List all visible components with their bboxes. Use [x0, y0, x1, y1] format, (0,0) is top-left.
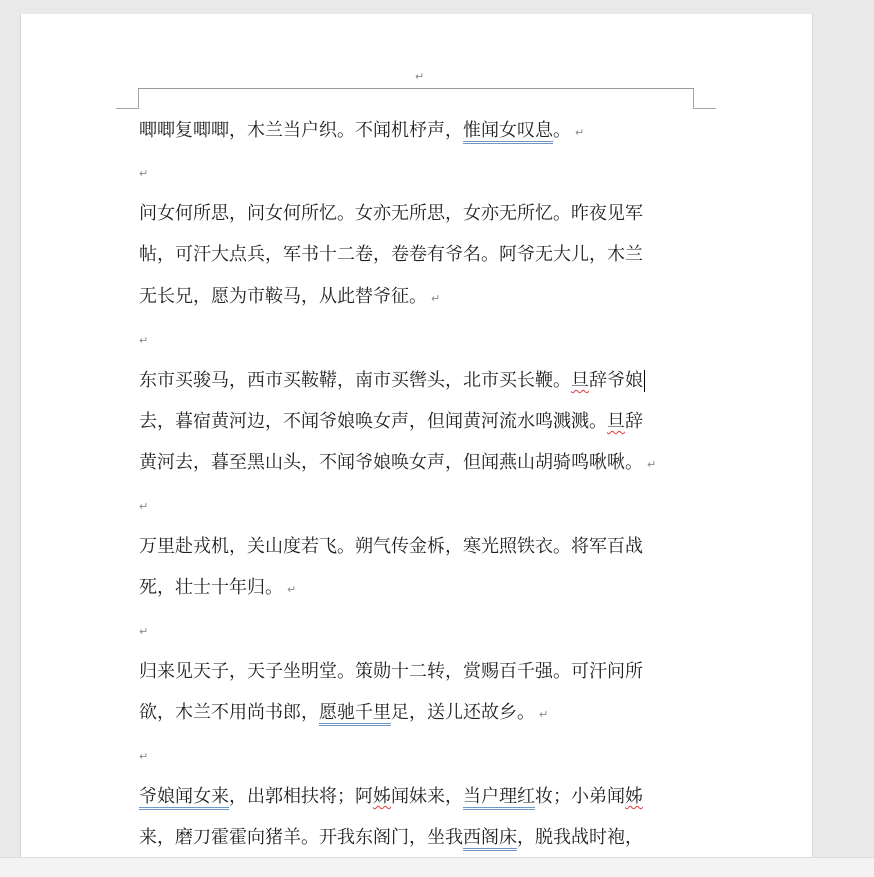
text-segment: 归来见天子，天子坐明堂。策勋十二转，赏赐百千强。可汗问所 [139, 661, 643, 682]
text-line[interactable] [139, 702, 548, 726]
paragraph-mark: ↵ [287, 583, 297, 596]
text-segment: 足，送儿还故乡。 [391, 702, 535, 723]
text-line[interactable] [139, 661, 643, 683]
text-line[interactable] [139, 370, 645, 392]
grammar-flagged-text: 愿驰千里 [319, 702, 391, 726]
crop-mark-left-v [138, 88, 139, 109]
text-cursor [644, 370, 645, 392]
empty-paragraph-mark: ↵ [139, 750, 149, 763]
text-segment: 欲，木兰不用尚书郎， [139, 702, 319, 723]
spelling-flagged-text: 旦 [607, 411, 625, 432]
empty-paragraph-mark: ↵ [139, 500, 149, 513]
grammar-flagged-text: 惟闻女叹息 [463, 120, 553, 144]
header-divider [138, 88, 694, 89]
text-segment: ，脱我战时袍， [517, 827, 643, 848]
text-line[interactable] [139, 203, 643, 225]
grammar-flagged-text: 爷娘闻女来 [139, 786, 229, 810]
status-bar [0, 857, 874, 877]
crop-mark-left-h [116, 108, 138, 109]
text-line[interactable] [139, 286, 440, 310]
text-segment: 东市买骏马，西市买鞍鞯，南市买辔头，北市买长鞭。 [139, 370, 571, 391]
text-segment: 辞爷娘 [589, 370, 643, 391]
text-segment: 闻妹来， [391, 786, 463, 807]
spelling-flagged-text: 姊 [373, 786, 391, 807]
grammar-flagged-text: 西阁床 [463, 827, 517, 851]
paragraph-mark: ↵ [575, 126, 585, 139]
text-segment: 万里赴戎机，关山度若飞。朔气传金柝，寒光照铁衣。将军百战 [139, 536, 643, 557]
spelling-flagged-text: 姊 [625, 786, 643, 807]
text-line[interactable] [139, 786, 643, 808]
text-line[interactable] [139, 120, 584, 144]
empty-paragraph-mark: ↵ [139, 167, 149, 180]
text-line[interactable] [139, 411, 643, 433]
text-segment: 唧唧复唧唧，木兰当户织。不闻机杼声， [139, 120, 463, 141]
text-line[interactable] [139, 452, 656, 476]
paragraph-mark: ↵ [539, 708, 549, 721]
empty-paragraph-mark: ↵ [139, 625, 149, 638]
spelling-flagged-text: 旦 [571, 370, 589, 391]
text-segment: 辞 [625, 411, 643, 432]
text-line[interactable] [139, 244, 643, 266]
text-segment: 无长兄，愿为市鞍马，从此替爷征。 [139, 286, 427, 307]
paragraph-mark: ↵ [647, 458, 657, 471]
text-segment: 黄河去，暮至黑山头，不闻爷娘唤女声，但闻燕山胡骑鸣啾啾。 [139, 452, 643, 473]
text-segment: 问女何所思，问女何所忆。女亦无所思，女亦无所忆。昨夜见军 [139, 203, 643, 224]
text-segment: 。 [553, 120, 571, 141]
text-line[interactable] [139, 577, 296, 601]
text-line[interactable] [139, 827, 643, 849]
text-line[interactable] [139, 536, 643, 558]
text-segment: 妆；小弟闻 [535, 786, 625, 807]
text-segment: 去，暮宿黄河边，不闻爷娘唤女声，但闻黄河流水鸣溅溅。 [139, 411, 607, 432]
text-segment: 来，磨刀霍霍向猪羊。开我东阁门，坐我 [139, 827, 463, 848]
text-segment: ，出郭相扶将；阿 [229, 786, 373, 807]
text-segment: 死，壮士十年归。 [139, 577, 283, 598]
text-segment: 帖，可汗大点兵，军书十二卷，卷卷有爷名。阿爷无大儿，木兰 [139, 244, 643, 265]
grammar-flagged-text: 当户理红 [463, 786, 535, 810]
empty-paragraph-mark: ↵ [139, 334, 149, 347]
paragraph-mark: ↵ [431, 292, 441, 305]
crop-mark-right-h [694, 108, 716, 109]
header-paragraph-mark: ↵ [415, 70, 425, 83]
crop-mark-right-v [693, 88, 694, 109]
